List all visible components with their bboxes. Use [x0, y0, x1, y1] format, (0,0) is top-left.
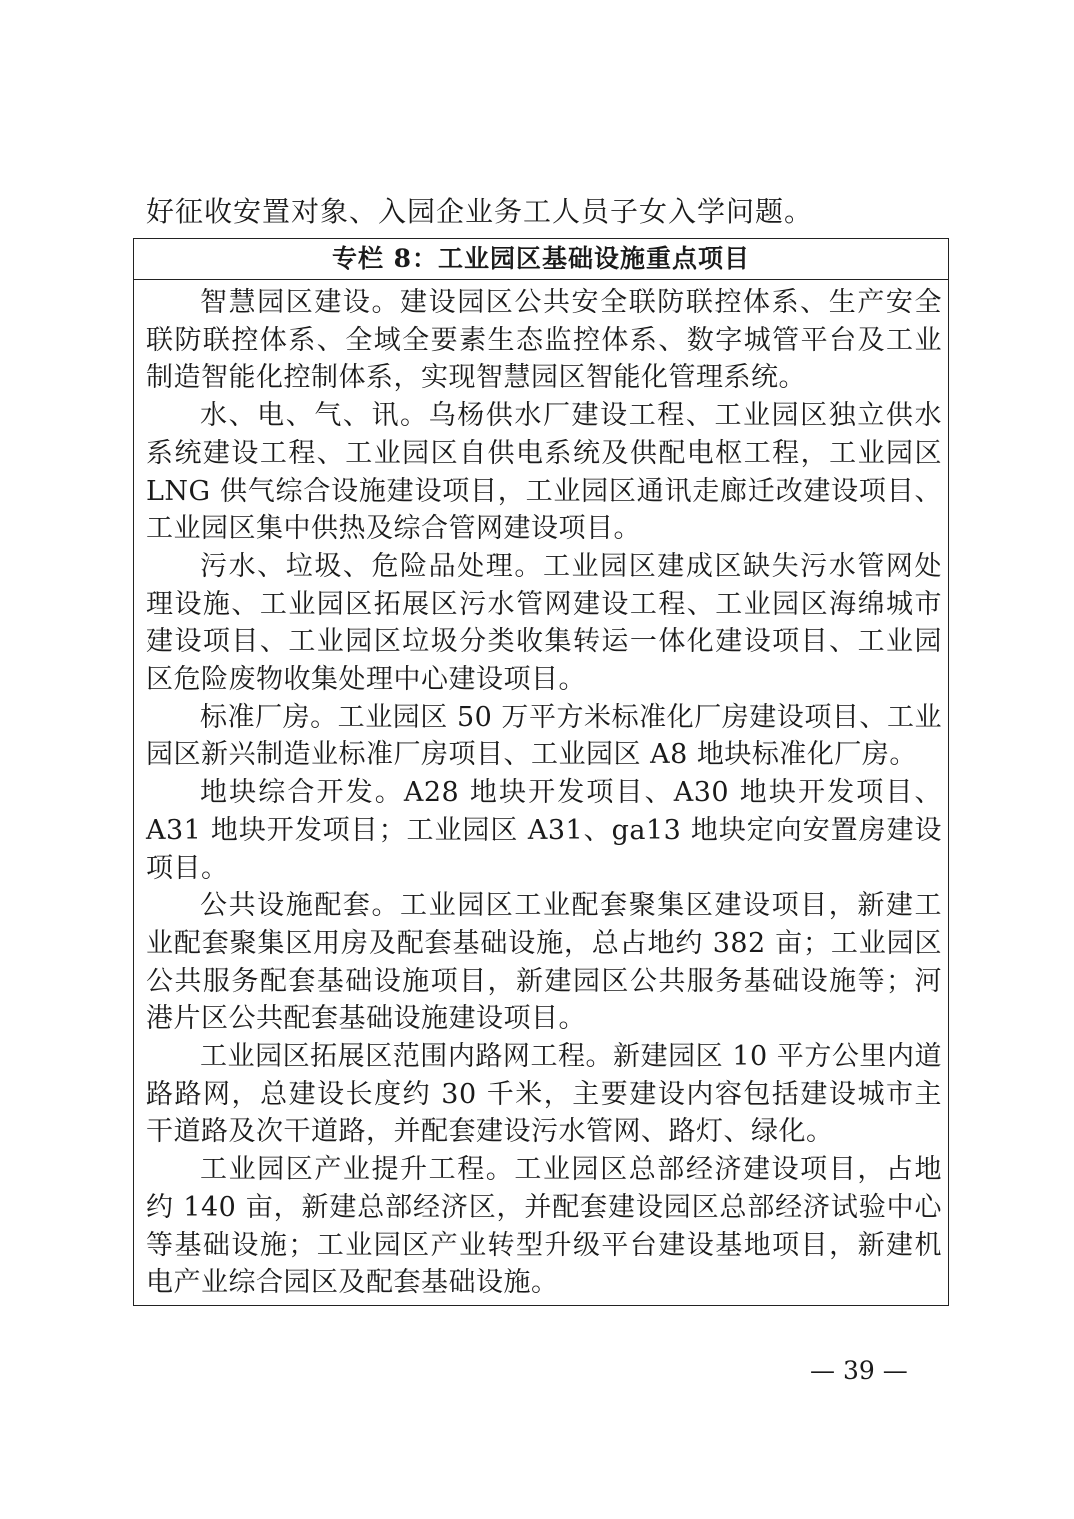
paragraph-utilities: 水、电、气、讯。乌杨供水厂建设工程、工业园区独立供水系统建设工程、工业园区自供电系统及供配电枢工程，工业园区 LNG 供气综合设施建设项目，工业园区通讯走廊迁改建设项目、工业园区集中供热及综合管网建设项目。 — [146, 400, 942, 545]
column-title: 专栏 8：工业园区基础设施重点项目 — [134, 239, 948, 280]
paragraph-industry-upgrade: 工业园区产业提升工程。工业园区总部经济建设项目，占地约 140 亩，新建总部经济区，并配套建设园区总部经济试验中心等基础设施；工业园区产业转型升级平台建设基地项目，新建机电产业综合园区及配套基础设施。 — [146, 1154, 942, 1299]
paragraph-public-facilities: 公共设施配套。工业园区工业配套聚集区建设项目，新建工业配套聚集区用房及配套基础设施，总占地约 382 亩；工业园区公共服务配套基础设施项目，新建园区公共服务基础设施等；河港片区公共配套基础设施建设项目。 — [146, 890, 942, 1035]
column-body — [134, 280, 948, 1302]
paragraph-standard-factory: 标准厂房。工业园区 50 万平方米标准化厂房建设项目、工业园区新兴制造业标准厂房项目、工业园区 A8 地块标准化厂房。 — [146, 701, 942, 771]
paragraph-road-network: 工业园区拓展区范围内路网工程。新建园区 10 平方公里内道路路网，总建设长度约 30 千米，主要建设内容包括建设城市主干道路及次干道路，并配套建设污水管网、路灯、绿化。 — [146, 1041, 942, 1148]
page-number: — 39 — — [810, 1356, 908, 1385]
column-box — [133, 238, 949, 1306]
intro-text: 好征收安置对象、入园企业务工人员子女入学问题。 — [146, 195, 814, 228]
paragraph-waste-treatment: 污水、垃圾、危险品处理。工业园区建成区缺失污水管网处理设施、工业园区拓展区污水管网建设工程、工业园区海绵城市建设项目、工业园区垃圾分类收集转运一体化建设项目、工业园区危险废物收集处理中心建设项目。 — [146, 550, 942, 696]
paragraph-smart-park: 智慧园区建设。建设园区公共安全联防联控体系、生产安全联防联控体系、全域全要素生态监控体系、数字城管平台及工业制造智能化控制体系，实现智慧园区智能化管理系统。 — [146, 287, 942, 394]
paragraph-land-development: 地块综合开发。A28 地块开发项目、A30 地块开发项目、A31 地块开发项目；工业园区 A31、ga13 地块定向安置房建设项目。 — [146, 777, 942, 884]
